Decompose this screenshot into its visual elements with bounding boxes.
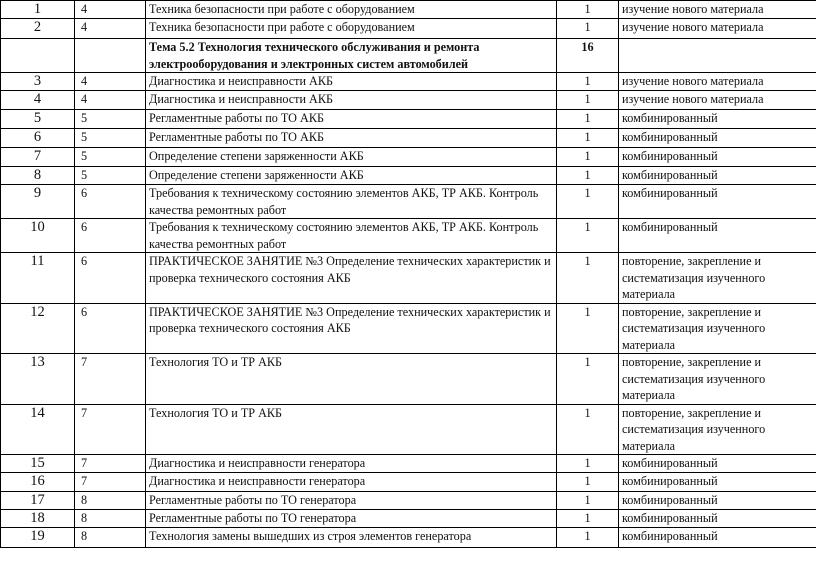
hours-cell: 1: [557, 91, 619, 110]
week-cell: 7: [75, 473, 146, 492]
lesson-number-cell: 19: [1, 528, 75, 548]
lesson-number-cell: 5: [1, 110, 75, 129]
week-cell: 7: [75, 404, 146, 455]
hours-cell: 1: [557, 1, 619, 19]
week-cell: 4: [75, 91, 146, 110]
week-cell: 4: [75, 19, 146, 39]
lesson-number-cell: 15: [1, 455, 75, 473]
lesson-form-cell: комбинированный: [619, 473, 816, 492]
lesson-form-cell: изучение нового материала: [619, 91, 816, 110]
table-row: [1, 148, 816, 167]
topic-cell: Определение степени заряженности АКБ: [146, 167, 557, 185]
topic-cell: Определение степени заряженности АКБ: [146, 148, 557, 167]
week-cell: 7: [75, 354, 146, 405]
lesson-form-cell: изучение нового материала: [619, 1, 816, 19]
lesson-number-cell: 12: [1, 303, 75, 354]
table-row: [1, 253, 816, 304]
lesson-number-cell: 16: [1, 473, 75, 492]
hours-cell: 1: [557, 404, 619, 455]
hours-cell: 1: [557, 219, 619, 253]
table-row: [1, 110, 816, 129]
lesson-form-cell: комбинированный: [619, 185, 816, 219]
section-hours-cell: 16: [557, 39, 619, 73]
topic-cell: Диагностика и неисправности АКБ: [146, 73, 557, 91]
section-row: [1, 39, 816, 73]
table-row: [1, 473, 816, 492]
topic-cell: Регламентные работы по ТО генератора: [146, 492, 557, 510]
lesson-form-cell: комбинированный: [619, 492, 816, 510]
topic-cell: Технология ТО и ТР АКБ: [146, 404, 557, 455]
lesson-form-cell: изучение нового материала: [619, 73, 816, 91]
hours-cell: 1: [557, 129, 619, 148]
week-cell: [75, 39, 146, 73]
section-title-cell: Тема 5.2 Технология технического обслуживания и ремонта электрооборудования и электронных систем автомобилей: [146, 39, 557, 73]
lesson-form-cell: комбинированный: [619, 129, 816, 148]
lesson-form-cell: комбинированный: [619, 167, 816, 185]
week-cell: 6: [75, 219, 146, 253]
hours-cell: 1: [557, 510, 619, 528]
lesson-number-cell: 11: [1, 253, 75, 304]
topic-cell: Техника безопасности при работе с оборудованием: [146, 1, 557, 19]
week-cell: 4: [75, 1, 146, 19]
lesson-number-cell: 10: [1, 219, 75, 253]
lesson-number-cell: 4: [1, 91, 75, 110]
hours-cell: 1: [557, 528, 619, 548]
lesson-number-cell: 6: [1, 129, 75, 148]
lesson-form-cell: комбинированный: [619, 148, 816, 167]
table-row: [1, 19, 816, 39]
hours-cell: 1: [557, 185, 619, 219]
week-cell: 6: [75, 253, 146, 304]
lesson-number-cell: 2: [1, 19, 75, 39]
lesson-form-cell: повторение, закрепление и систематизация изученного материала: [619, 354, 816, 405]
hours-cell: 1: [557, 473, 619, 492]
table-row: [1, 492, 816, 510]
lesson-number-cell: 7: [1, 148, 75, 167]
topic-cell: Диагностика и неисправности генератора: [146, 473, 557, 492]
table-row: [1, 354, 816, 405]
hours-cell: 1: [557, 148, 619, 167]
topic-cell: Требования к техническому состоянию элементов АКБ, ТР АКБ. Контроль качества ремонтных работ: [146, 185, 557, 219]
week-cell: 5: [75, 167, 146, 185]
lesson-number-cell: 3: [1, 73, 75, 91]
lesson-number-cell: 9: [1, 185, 75, 219]
hours-cell: 1: [557, 167, 619, 185]
topic-cell: Регламентные работы по ТО АКБ: [146, 110, 557, 129]
topic-cell: Диагностика и неисправности генератора: [146, 455, 557, 473]
lesson-form-cell: комбинированный: [619, 110, 816, 129]
lesson-number-cell: [1, 39, 75, 73]
table-row: [1, 91, 816, 110]
topic-cell: Регламентные работы по ТО АКБ: [146, 129, 557, 148]
week-cell: 6: [75, 303, 146, 354]
table-row: [1, 73, 816, 91]
hours-cell: 1: [557, 492, 619, 510]
lesson-form-cell: комбинированный: [619, 455, 816, 473]
week-cell: 8: [75, 528, 146, 548]
table-row: [1, 1, 816, 19]
week-cell: 5: [75, 129, 146, 148]
lesson-form-cell: комбинированный: [619, 510, 816, 528]
lesson-number-cell: 1: [1, 1, 75, 19]
table-row: [1, 219, 816, 253]
week-cell: 7: [75, 455, 146, 473]
topic-cell: ПРАКТИЧЕСКОЕ ЗАНЯТИЕ №3 Определение технических характеристик и проверка технического состояния АКБ: [146, 303, 557, 354]
topic-cell: Регламентные работы по ТО генератора: [146, 510, 557, 528]
hours-cell: 1: [557, 110, 619, 129]
topic-cell: Технология ТО и ТР АКБ: [146, 354, 557, 405]
table-row: [1, 185, 816, 219]
week-cell: 6: [75, 185, 146, 219]
week-cell: 5: [75, 110, 146, 129]
topic-cell: Диагностика и неисправности АКБ: [146, 91, 557, 110]
lesson-number-cell: 18: [1, 510, 75, 528]
table-row: [1, 404, 816, 455]
hours-cell: 1: [557, 19, 619, 39]
lesson-number-cell: 14: [1, 404, 75, 455]
lesson-plan-body: [1, 1, 816, 548]
lesson-form-cell: повторение, закрепление и систематизация изученного материала: [619, 404, 816, 455]
lesson-form-cell: повторение, закрепление и систематизация изученного материала: [619, 303, 816, 354]
week-cell: 5: [75, 148, 146, 167]
week-cell: 8: [75, 492, 146, 510]
topic-cell: ПРАКТИЧЕСКОЕ ЗАНЯТИЕ №3 Определение технических характеристик и проверка технического состояния АКБ: [146, 253, 557, 304]
hours-cell: 1: [557, 455, 619, 473]
hours-cell: 1: [557, 73, 619, 91]
lesson-number-cell: 8: [1, 167, 75, 185]
topic-cell: Техника безопасности при работе с оборудованием: [146, 19, 557, 39]
lesson-form-cell: [619, 39, 816, 73]
week-cell: 8: [75, 510, 146, 528]
topic-cell: Требования к техническому состоянию элементов АКБ, ТР АКБ. Контроль качества ремонтных работ: [146, 219, 557, 253]
table-row: [1, 455, 816, 473]
lesson-form-cell: повторение, закрепление и систематизация изученного материала: [619, 253, 816, 304]
hours-cell: 1: [557, 354, 619, 405]
lesson-form-cell: изучение нового материала: [619, 19, 816, 39]
lesson-form-cell: комбинированный: [619, 219, 816, 253]
table-row: [1, 303, 816, 354]
lesson-form-cell: комбинированный: [619, 528, 816, 548]
table-row: [1, 129, 816, 148]
table-row: [1, 528, 816, 548]
table-row: [1, 510, 816, 528]
table-row: [1, 167, 816, 185]
hours-cell: 1: [557, 303, 619, 354]
lesson-number-cell: 17: [1, 492, 75, 510]
topic-cell: Технология замены вышедших из строя элементов генератора: [146, 528, 557, 548]
hours-cell: 1: [557, 253, 619, 304]
lesson-number-cell: 13: [1, 354, 75, 405]
week-cell: 4: [75, 73, 146, 91]
